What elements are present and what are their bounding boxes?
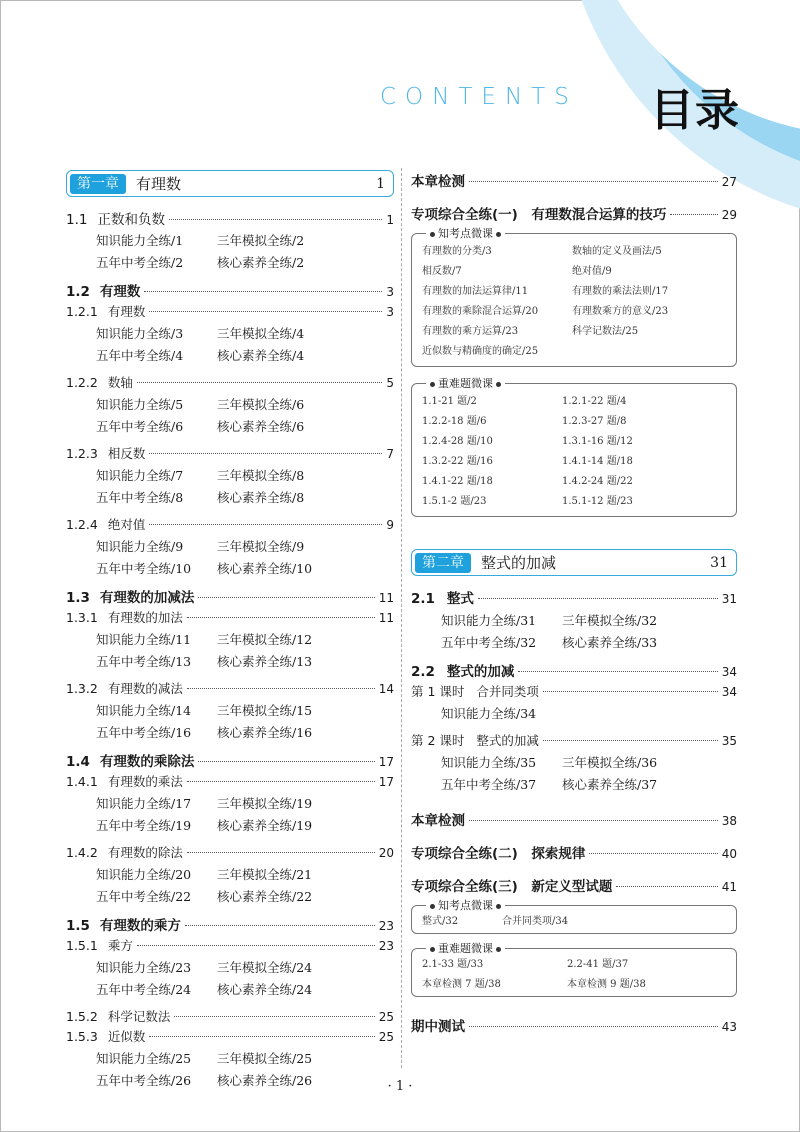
exercise-item: 知识能力全练/7 xyxy=(96,468,184,483)
exercise-row xyxy=(66,229,394,251)
exercise-row xyxy=(66,415,394,437)
chapter-page: 31 xyxy=(710,554,728,571)
toc-entry-1-5-1[interactable] xyxy=(66,936,394,956)
exercise-item: 知识能力全练/31 xyxy=(441,613,537,628)
toc-entry-2-2[interactable] xyxy=(411,660,737,682)
exercise-row xyxy=(66,344,394,366)
entry-num: 第 2 课时 xyxy=(411,733,465,748)
micro-lesson-item[interactable]: 本章检测 7 题/38 xyxy=(422,979,501,990)
entry-title: 近似数 xyxy=(107,1029,146,1044)
entry-page: 17 xyxy=(378,775,394,789)
exercise-row xyxy=(411,609,737,631)
exercise-item: 核心素养全练/16 xyxy=(217,725,313,740)
entry-page: 35 xyxy=(721,734,737,748)
exercise-item: 知识能力全练/23 xyxy=(96,960,192,975)
micro-lesson-item[interactable]: 有理数的加法运算律/11 xyxy=(422,286,529,297)
exercise-item: 三年模拟全练/15 xyxy=(217,703,313,718)
entry-num: 1.4.1 xyxy=(66,774,98,789)
entry-num: 1.2.4 xyxy=(66,517,98,532)
exercise-row xyxy=(66,251,394,273)
exercise-item: 三年模拟全练/32 xyxy=(562,613,658,628)
entry-num: 1.5 xyxy=(66,918,90,934)
entry-page: 23 xyxy=(378,939,394,953)
toc-entry-1-4-2[interactable] xyxy=(66,843,394,863)
toc-entry-lesson-2[interactable] xyxy=(411,731,737,751)
exercise-row xyxy=(66,792,394,814)
exercise-item: 核心素养全练/22 xyxy=(217,889,313,904)
exercise-row xyxy=(66,956,394,978)
exercise-item: 五年中考全练/37 xyxy=(441,777,537,792)
entry-page: 23 xyxy=(378,919,394,933)
exercise-item: 核心素养全练/26 xyxy=(217,1073,313,1088)
entry-title: 有理数的乘除法 xyxy=(99,754,195,770)
entry-title: 专项综合全练(三) 新定义型试题 xyxy=(411,879,613,895)
toc-entry-1-3[interactable] xyxy=(66,586,394,608)
micro-lesson-item[interactable]: 有理数的乘法法则/17 xyxy=(572,286,669,297)
entry-title: 乘方 xyxy=(107,938,133,953)
micro-lesson-item[interactable]: 有理数的分类/3 xyxy=(422,246,492,257)
entry-num: 1.3 xyxy=(66,590,90,606)
entry-page: 27 xyxy=(721,175,737,189)
micro-lesson-item[interactable]: 1.4.1-22 题/18 xyxy=(422,476,493,487)
entry-page: 20 xyxy=(378,846,394,860)
entry-title: 整式 xyxy=(446,591,474,607)
toc-entry-1-1[interactable] xyxy=(66,208,394,229)
column-divider xyxy=(401,168,402,1068)
entry-title: 有理数的减法 xyxy=(107,681,183,696)
toc-entry-lesson-1[interactable] xyxy=(411,682,737,702)
exercise-item: 知识能力全练/35 xyxy=(441,755,537,770)
exercise-item: 核心素养全练/2 xyxy=(217,255,305,270)
toc-entry-special-3[interactable] xyxy=(411,875,737,897)
micro-lesson-item[interactable]: 1.5.1-2 题/23 xyxy=(422,496,487,507)
entry-num: 1.5.3 xyxy=(66,1029,98,1044)
entry-page: 25 xyxy=(378,1030,394,1044)
hard-problem-box-1 xyxy=(411,377,737,517)
entry-title: 有理数的除法 xyxy=(107,845,183,860)
entry-title: 合并同类项 xyxy=(476,684,539,699)
entry-num: 1.5.2 xyxy=(66,1009,98,1024)
exercise-row xyxy=(66,535,394,557)
entry-title: 科学记数法 xyxy=(107,1009,171,1024)
entry-title: 有理数 xyxy=(99,284,141,300)
hard-problem-box-2 xyxy=(411,942,737,997)
toc-entry-1-5-3[interactable] xyxy=(66,1027,394,1047)
exercise-item: 知识能力全练/34 xyxy=(441,706,537,721)
toc-entry-special-1[interactable] xyxy=(411,203,737,225)
entry-page: 38 xyxy=(721,814,737,828)
entry-title: 有理数的乘法 xyxy=(107,774,183,789)
exercise-row xyxy=(66,699,394,721)
entry-page: 29 xyxy=(721,208,737,222)
exercise-row xyxy=(66,464,394,486)
exercise-item: 核心素养全练/6 xyxy=(217,419,305,434)
entry-page: 5 xyxy=(386,376,394,390)
entry-page: 1 xyxy=(386,213,394,227)
entry-title: 有理数的加法 xyxy=(107,610,183,625)
toc-entry-1-2[interactable] xyxy=(66,280,394,302)
exercise-item: 三年模拟全练/36 xyxy=(562,755,658,770)
page-title: 目录 xyxy=(650,85,740,136)
entry-page: 9 xyxy=(386,518,394,532)
exercise-item: 三年模拟全练/6 xyxy=(217,397,305,412)
exercise-row xyxy=(66,863,394,885)
exercise-item: 知识能力全练/3 xyxy=(96,326,184,341)
page-number: · 1 · xyxy=(387,1079,413,1094)
exercise-row xyxy=(66,486,394,508)
entry-page: 34 xyxy=(721,685,737,699)
micro-lesson-item[interactable]: 1.2.3-27 题/8 xyxy=(562,416,627,427)
exercise-item: 核心素养全练/19 xyxy=(217,818,313,833)
micro-lesson-item[interactable]: 整式/32 xyxy=(422,916,459,927)
entry-title: 本章检测 xyxy=(411,174,465,190)
toc-entry-1-2-1[interactable] xyxy=(66,302,394,322)
entry-title: 正数和负数 xyxy=(97,212,165,228)
entry-page: 25 xyxy=(378,1010,394,1024)
exercise-item: 三年模拟全练/19 xyxy=(217,796,313,811)
exercise-item: 五年中考全练/22 xyxy=(96,889,192,904)
entry-num: 1.5.1 xyxy=(66,938,98,953)
entry-num: 1.4.2 xyxy=(66,845,98,860)
contents-heading: CONTENTS xyxy=(380,84,578,110)
exercise-item: 知识能力全练/5 xyxy=(96,397,184,412)
micro-lesson-item[interactable]: 有理数乘方的意义/23 xyxy=(572,306,669,317)
exercise-item: 知识能力全练/17 xyxy=(96,796,192,811)
entry-title: 专项综合全练(二) 探索规律 xyxy=(411,846,586,862)
exercise-item: 知识能力全练/11 xyxy=(96,632,192,647)
exercise-row xyxy=(66,978,394,1000)
entry-num: 1.3.1 xyxy=(66,610,98,625)
toc-entry-1-2-4[interactable] xyxy=(66,515,394,535)
entry-title: 绝对值 xyxy=(107,517,146,532)
chapter-tag: 第二章 xyxy=(415,553,471,573)
exercise-item: 五年中考全练/32 xyxy=(441,635,537,650)
toc-entry-1-5-2[interactable] xyxy=(66,1007,394,1027)
micro-lesson-item[interactable]: 绝对值/9 xyxy=(572,266,612,277)
entry-num: 1.2 xyxy=(66,284,90,300)
exercise-row xyxy=(66,393,394,415)
exercise-item: 知识能力全练/14 xyxy=(96,703,192,718)
entry-page: 3 xyxy=(386,305,394,319)
exercise-item: 五年中考全练/6 xyxy=(96,419,184,434)
entry-title: 专项综合全练(一) 有理数混合运算的技巧 xyxy=(411,207,667,223)
exercise-item: 三年模拟全练/2 xyxy=(217,233,305,248)
exercise-item: 核心素养全练/33 xyxy=(562,635,658,650)
micro-lesson-item[interactable]: 2.2-41 题/37 xyxy=(567,959,629,970)
micro-lesson-item[interactable]: 1.4.1-14 题/18 xyxy=(562,456,633,467)
exercise-row xyxy=(66,628,394,650)
toc-entry-1-3-1[interactable] xyxy=(66,608,394,628)
micro-lesson-item[interactable]: 1.4.2-24 题/22 xyxy=(562,476,633,487)
entry-page: 40 xyxy=(721,847,737,861)
entry-title: 有理数 xyxy=(107,304,146,319)
entry-title: 有理数的乘方 xyxy=(99,918,181,934)
exercise-item: 五年中考全练/10 xyxy=(96,561,192,576)
exercise-item: 五年中考全练/4 xyxy=(96,348,184,363)
exercise-row xyxy=(66,814,394,836)
exercise-item: 核心素养全练/4 xyxy=(217,348,305,363)
chapter-title: 整式的加减 xyxy=(481,554,557,572)
exercise-item: 五年中考全练/13 xyxy=(96,654,192,669)
entry-page: 3 xyxy=(386,285,394,299)
toc-entry-1-2-2[interactable] xyxy=(66,373,394,393)
exercise-item: 五年中考全练/24 xyxy=(96,982,192,997)
entry-title: 有理数的加减法 xyxy=(99,590,195,606)
chapter-page: 1 xyxy=(376,175,385,192)
entry-num: 1.1 xyxy=(66,212,88,228)
entry-num: 1.2.2 xyxy=(66,375,98,390)
exercise-item: 核心素养全练/8 xyxy=(217,490,305,505)
box-tag: 知考点微课 xyxy=(426,225,505,241)
toc-entry-2-1[interactable] xyxy=(411,587,737,609)
chapter-1-header[interactable] xyxy=(66,170,394,197)
toc-entry-1-2-3[interactable] xyxy=(66,444,394,464)
entry-title: 本章检测 xyxy=(411,813,465,829)
micro-lesson-item[interactable]: 科学记数法/25 xyxy=(572,326,639,337)
exercise-item: 三年模拟全练/4 xyxy=(217,326,305,341)
exercise-row xyxy=(66,322,394,344)
entry-page: 11 xyxy=(378,611,394,625)
exercise-item: 核心素养全练/10 xyxy=(217,561,313,576)
exercise-item: 五年中考全练/26 xyxy=(96,1073,192,1088)
exercise-row xyxy=(66,1047,394,1069)
micro-lesson-item[interactable]: 1.3.2-22 题/16 xyxy=(422,456,493,467)
entry-page: 14 xyxy=(378,682,394,696)
chapter-2-header[interactable] xyxy=(411,549,737,576)
entry-num: 2.2 xyxy=(411,664,435,680)
micro-lesson-item[interactable]: 1.2.2-18 题/6 xyxy=(422,416,487,427)
exercise-item: 三年模拟全练/9 xyxy=(217,539,305,554)
box-tag: 知考点微课 xyxy=(426,897,505,913)
exercise-item: 知识能力全练/9 xyxy=(96,539,184,554)
entry-title: 整式的加减 xyxy=(476,733,539,748)
knowledge-point-box-1 xyxy=(411,227,737,367)
toc-entry-1-4[interactable] xyxy=(66,750,394,772)
exercise-item: 五年中考全练/19 xyxy=(96,818,192,833)
entry-num: 1.2.1 xyxy=(66,304,98,319)
chapter-tag: 第一章 xyxy=(70,174,126,194)
micro-lesson-item[interactable]: 1.2.1-22 题/4 xyxy=(562,396,627,407)
micro-lesson-item[interactable]: 1.1-21 题/2 xyxy=(422,396,477,407)
toc-entry-1-4-1[interactable] xyxy=(66,772,394,792)
entry-title: 整式的加减 xyxy=(446,664,515,680)
micro-lesson-item[interactable]: 1.3.1-16 题/12 xyxy=(562,436,633,447)
exercise-item: 知识能力全练/25 xyxy=(96,1051,192,1066)
entry-num: 2.1 xyxy=(411,591,435,607)
entry-num: 1.2.3 xyxy=(66,446,98,461)
micro-lesson-item[interactable]: 有理数的乘除混合运算/20 xyxy=(422,306,539,317)
entry-page: 43 xyxy=(721,1020,737,1034)
entry-title: 相反数 xyxy=(107,446,146,461)
exercise-item: 核心素养全练/37 xyxy=(562,777,658,792)
micro-lesson-item[interactable]: 1.2.4-28 题/10 xyxy=(422,436,493,447)
exercise-row xyxy=(66,885,394,907)
exercise-row xyxy=(411,773,737,795)
exercise-item: 核心素养全练/24 xyxy=(217,982,313,997)
entry-num: 第 1 课时 xyxy=(411,684,465,699)
exercise-item: 知识能力全练/1 xyxy=(96,233,184,248)
exercise-item: 三年模拟全练/24 xyxy=(217,960,313,975)
toc-right-column xyxy=(411,170,737,1037)
entry-page: 31 xyxy=(721,592,737,606)
micro-lesson-item[interactable]: 数轴的定义及画法/5 xyxy=(572,246,662,257)
entry-num: 1.3.2 xyxy=(66,681,98,696)
micro-lesson-item[interactable]: 近似数与精确度的确定/25 xyxy=(422,346,539,357)
exercise-row xyxy=(66,721,394,743)
exercise-row xyxy=(411,751,737,773)
entry-title: 数轴 xyxy=(107,375,133,390)
box-tag: 重难题微课 xyxy=(426,940,505,956)
toc-entry-1-3-2[interactable] xyxy=(66,679,394,699)
micro-lesson-item[interactable]: 本章检测 9 题/38 xyxy=(567,979,646,990)
knowledge-point-box-2 xyxy=(411,899,737,934)
exercise-item: 三年模拟全练/21 xyxy=(217,867,313,882)
exercise-item: 五年中考全练/16 xyxy=(96,725,192,740)
exercise-item: 三年模拟全练/8 xyxy=(217,468,305,483)
micro-lesson-item[interactable]: 有理数的乘方运算/23 xyxy=(422,326,519,337)
entry-num: 1.4 xyxy=(66,754,90,770)
exercise-item: 知识能力全练/20 xyxy=(96,867,192,882)
toc-entry-special-2[interactable] xyxy=(411,842,737,864)
toc-entry-1-5[interactable] xyxy=(66,914,394,936)
exercise-item: 核心素养全练/13 xyxy=(217,654,313,669)
entry-page: 7 xyxy=(386,447,394,461)
toc-entry-midterm[interactable] xyxy=(411,1015,737,1037)
exercise-row xyxy=(66,557,394,579)
exercise-row xyxy=(66,650,394,672)
entry-page: 41 xyxy=(721,880,737,894)
micro-lesson-item[interactable]: 合并同类项/34 xyxy=(502,916,569,927)
entry-page: 17 xyxy=(378,755,394,769)
exercise-item: 五年中考全练/2 xyxy=(96,255,184,270)
micro-lesson-item[interactable]: 1.5.1-12 题/23 xyxy=(562,496,633,507)
box-tag: 重难题微课 xyxy=(426,375,505,391)
entry-page: 11 xyxy=(378,591,394,605)
chapter-title: 有理数 xyxy=(136,175,182,193)
micro-lesson-item[interactable]: 相反数/7 xyxy=(422,266,462,277)
toc-left-column xyxy=(66,170,394,1091)
exercise-item: 三年模拟全练/12 xyxy=(217,632,313,647)
exercise-item: 五年中考全练/8 xyxy=(96,490,184,505)
exercise-item: 三年模拟全练/25 xyxy=(217,1051,313,1066)
entry-title: 期中测试 xyxy=(411,1019,465,1035)
micro-lesson-item[interactable]: 2.1-33 题/33 xyxy=(422,959,484,970)
toc-entry-chapter-review-2[interactable] xyxy=(411,809,737,831)
exercise-row xyxy=(411,702,737,724)
toc-entry-chapter-review-1[interactable] xyxy=(411,170,737,192)
exercise-row xyxy=(411,631,737,653)
entry-page: 34 xyxy=(721,665,737,679)
